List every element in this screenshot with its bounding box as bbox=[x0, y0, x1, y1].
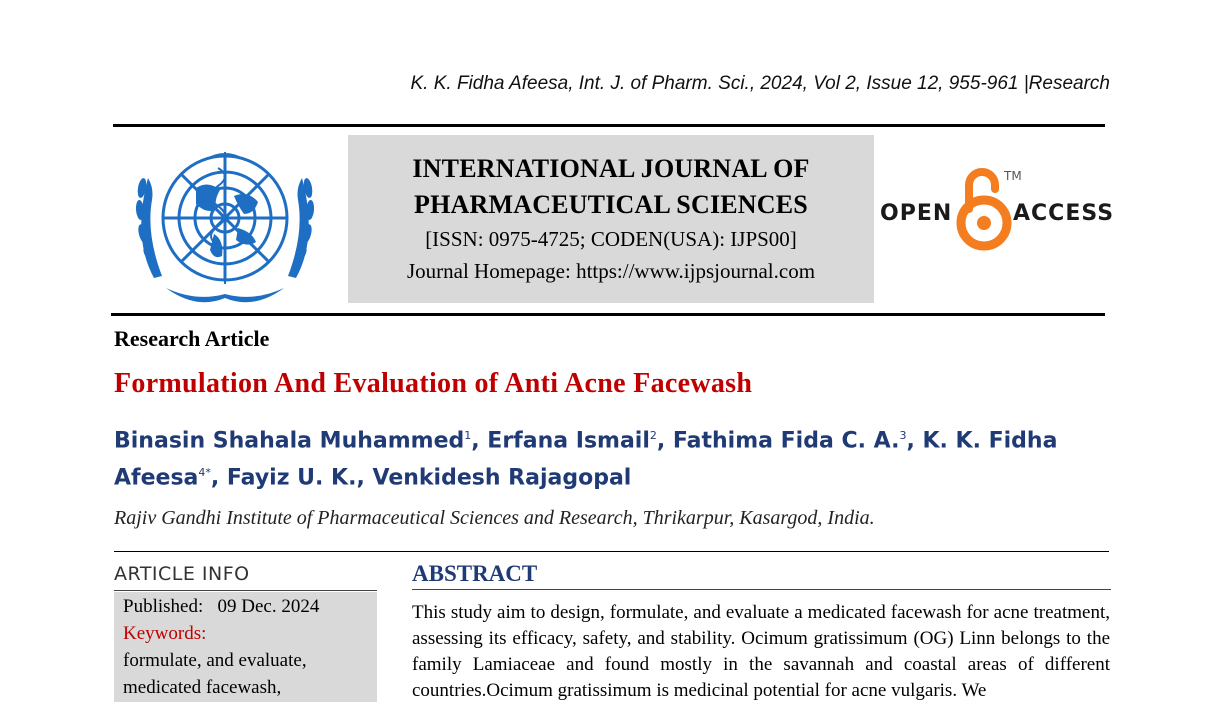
article-info-heading: ARTICLE INFO bbox=[114, 563, 250, 585]
header-rule-bottom bbox=[111, 313, 1105, 316]
journal-banner bbox=[348, 135, 874, 303]
article-type: Research Article bbox=[114, 326, 270, 351]
author-affiliation-mark: 2 bbox=[649, 429, 657, 442]
author-name: Fayiz U. K. bbox=[226, 465, 357, 491]
author-affiliation-mark: 4* bbox=[198, 466, 211, 480]
keywords-line: medicated facewash, bbox=[123, 677, 282, 698]
open-access-open-text: OPEN bbox=[880, 201, 953, 226]
journal-title-line2: PHARMACEUTICAL SCIENCES bbox=[414, 190, 808, 219]
open-access-logo bbox=[880, 165, 1115, 255]
affiliation: Rajiv Gandhi Institute of Pharmaceutical Sciences and Research, Thrikarpur, Kasargod, India. bbox=[114, 507, 875, 529]
author-list: Binasin Shahala Muhammed$^1$, Erfana Ismail$^2$, Fathima Fida C. A.$^3$, K. K. Fidha Afeesa$^{4*}$, Fayiz U. K., Venkidesh Rajagopal bbox=[114, 428, 1058, 491]
published-date: Published: 09 Dec. 2024 bbox=[123, 596, 320, 617]
open-access-tm: TM bbox=[1004, 169, 1022, 183]
journal-homepage[interactable]: Journal Homepage: https://www.ijpsjournal.com bbox=[406, 259, 816, 283]
journal-emblem-logo bbox=[126, 138, 324, 306]
keywords-label: Keywords: bbox=[123, 623, 207, 644]
open-access-access-text: ACCESS bbox=[1013, 201, 1115, 226]
author-name: K. K. Fidha Afeesa bbox=[114, 428, 1058, 491]
abstract-heading: ABSTRACT bbox=[412, 561, 538, 586]
author-affiliation-mark: 3 bbox=[899, 429, 907, 442]
journal-issn: [ISSN: 0975-4725; CODEN(USA): IJPS00] bbox=[425, 227, 797, 251]
keywords-line: formulate, and evaluate, bbox=[123, 650, 307, 671]
author-name: Binasin Shahala Muhammed bbox=[114, 428, 465, 454]
article-title: Formulation And Evaluation of Anti Acne Facewash bbox=[114, 368, 753, 399]
abstract-text: This study aim to design, formulate, and evaluate a medicated facewash for acne treatment, assessing its efficacy, safety, and stability. Ocimum gratissimum (OG) Linn belongs to the family Lamiaceae and found mostly in the savannah and coastal areas of different countries.Ocimum gratissimum is medicinal potential for acne vulgaris. We bbox=[412, 602, 1110, 701]
journal-title-line1: INTERNATIONAL JOURNAL OF bbox=[412, 154, 810, 183]
header-rule-top bbox=[113, 124, 1105, 127]
abstract-rule bbox=[412, 589, 1111, 590]
author-name: Erfana Ismail bbox=[487, 428, 650, 454]
author-name: Venkidesh Rajagopal bbox=[372, 465, 632, 491]
author-affiliation-mark: 1 bbox=[464, 429, 472, 442]
author-name: Fathima Fida C. A. bbox=[672, 428, 900, 454]
article-info-rule bbox=[114, 590, 377, 591]
running-header: K. K. Fidha Afeesa, Int. J. of Pharm. Sci., 2024, Vol 2, Issue 12, 955-961 |Research bbox=[410, 73, 1110, 94]
section-divider bbox=[114, 551, 1109, 552]
article-info-box bbox=[114, 592, 377, 702]
